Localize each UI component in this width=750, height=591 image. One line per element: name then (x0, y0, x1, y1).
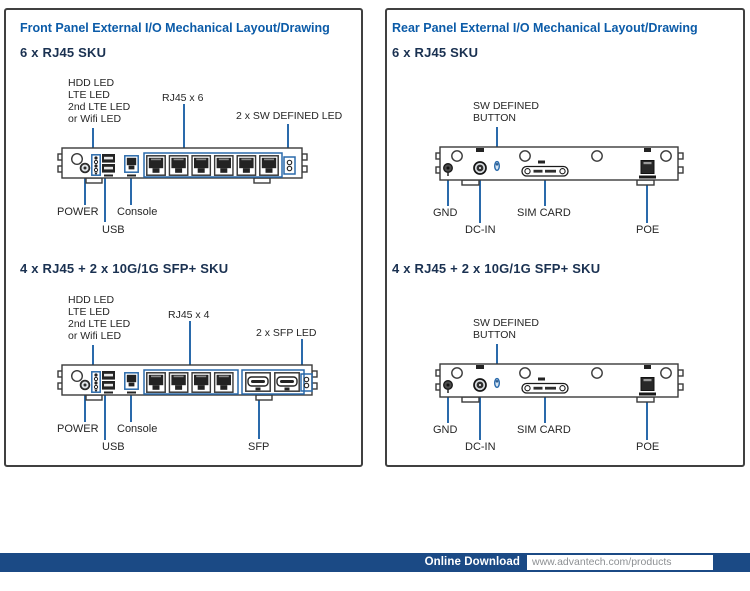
online-download-label: Online Download (424, 556, 520, 568)
front2-led-labels (68, 294, 130, 342)
sim-card-label: SIM CARD (517, 207, 571, 219)
rear-device-drawing (432, 355, 688, 411)
sw-defined-led-label: 2 x SW DEFINED LED (236, 110, 343, 122)
console-port (125, 156, 138, 172)
rear-device-drawing (432, 138, 688, 194)
front-sfp-device-drawing (56, 355, 322, 409)
rear-sku-6rj45-heading: 6 x RJ45 SKU (392, 45, 479, 60)
lte-led-label: LTE LED (68, 306, 110, 318)
sim-card-label: SIM CARD (517, 424, 571, 436)
status-led-block (92, 372, 100, 392)
poe-label: POE (636, 224, 660, 236)
power-label: POWER (57, 423, 99, 435)
download-url: www.advantech.com/products (532, 556, 672, 568)
lte-led-label: LTE LED (68, 89, 110, 101)
rj45x6-label: RJ45 x 6 (162, 92, 204, 104)
sw-defined-button (495, 379, 500, 388)
sw-defined-button (495, 162, 500, 171)
gnd-label: GND (433, 424, 458, 436)
chassis-hole (72, 371, 83, 382)
sw-defined-button-label: SW DEFINED BUTTON (473, 100, 539, 124)
status-led-block (92, 155, 100, 175)
console-label: Console (117, 206, 158, 218)
front-6rj45-device-drawing (56, 138, 312, 192)
dc-in-label: DC-IN (465, 441, 496, 453)
hdd-led-label: HDD LED (68, 294, 115, 306)
rear-sku-sfp-heading: 4 x RJ45 + 2 x 10G/1G SFP+ SKU (392, 261, 601, 276)
sfp-led-label: 2 x SFP LED (256, 327, 317, 339)
front-sku-6rj45-heading: 6 x RJ45 SKU (20, 45, 107, 60)
gnd-label: GND (433, 207, 458, 219)
sw-defined-button-label: SW DEFINED BUTTON (473, 317, 539, 341)
rear-panel-title: Rear Panel External I/O Mechanical Layout/Drawing (392, 21, 698, 35)
2nd-lte-led-label: 2nd LTE LED (68, 101, 131, 113)
2nd-lte-led-label: 2nd LTE LED (68, 318, 131, 330)
front-sku-sfp-heading: 4 x RJ45 + 2 x 10G/1G SFP+ SKU (20, 261, 229, 276)
rj45x4-label: RJ45 x 4 (168, 309, 210, 321)
power-label: POWER (57, 206, 99, 218)
front-panel-title: Front Panel External I/O Mechanical Layout/Drawing (20, 21, 330, 35)
wifi-led-label: or Wifi LED (68, 113, 122, 125)
usb-label: USB (102, 224, 125, 236)
sfp-label: SFP (248, 441, 270, 453)
dc-in-label: DC-IN (465, 224, 496, 236)
hdd-led-label: HDD LED (68, 77, 115, 89)
usb-label: USB (102, 441, 125, 453)
wifi-led-label: or Wifi LED (68, 330, 122, 342)
front1-led-labels (68, 77, 130, 125)
console-label: Console (117, 423, 158, 435)
chassis-hole (72, 154, 83, 165)
power-button (81, 164, 90, 173)
power-button (81, 381, 90, 390)
console-port (125, 373, 138, 389)
download-url-box (527, 555, 713, 570)
poe-label: POE (636, 441, 660, 453)
